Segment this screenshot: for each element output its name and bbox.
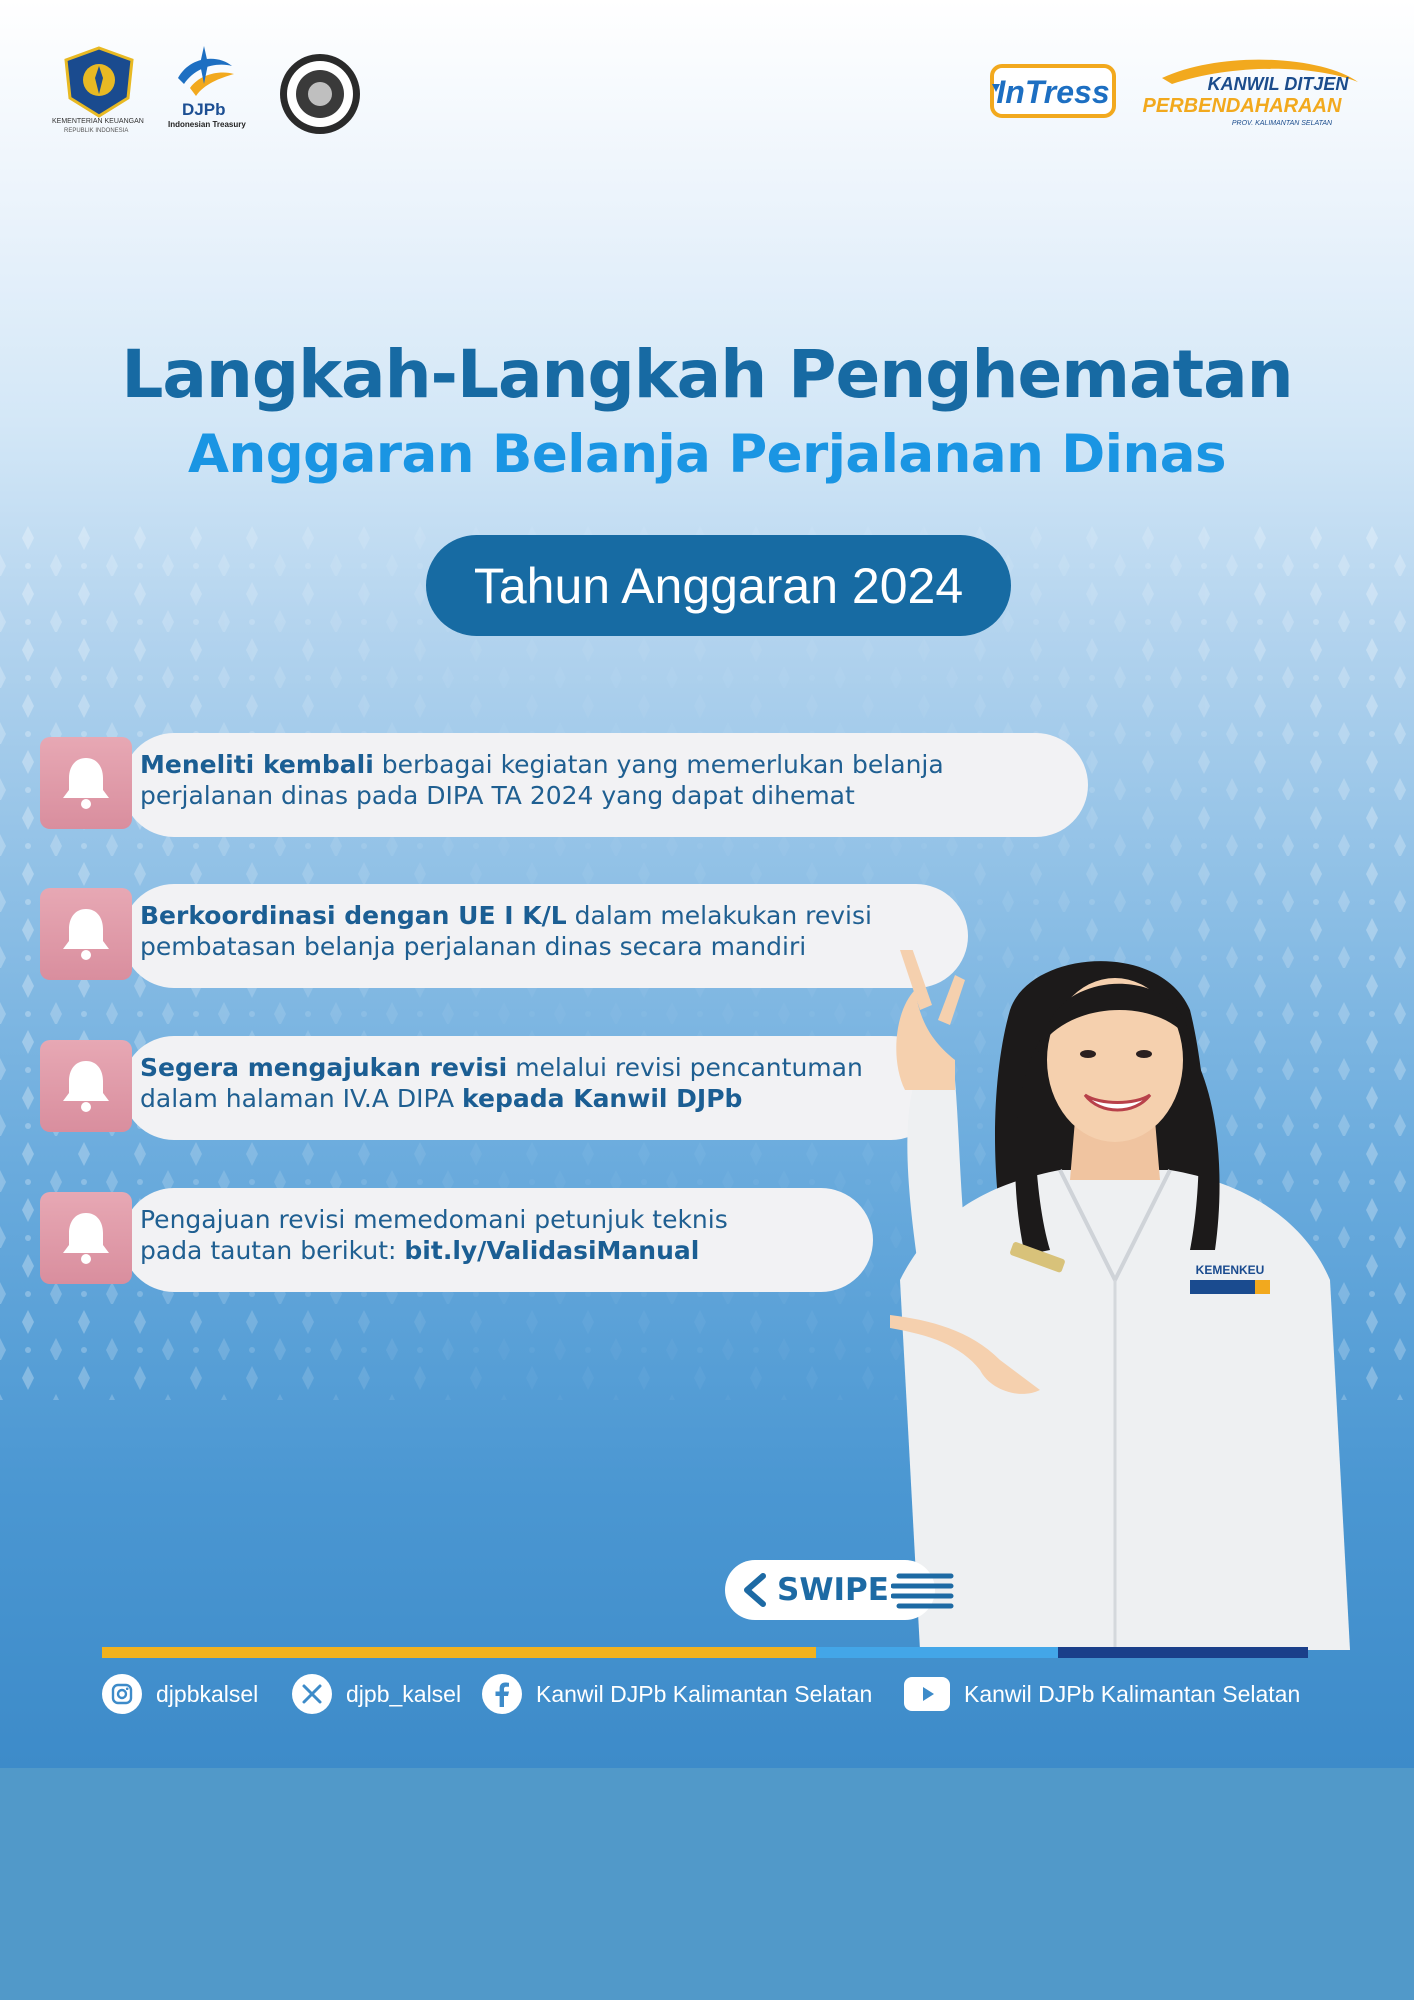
instagram-icon <box>102 1674 142 1714</box>
footer-bar-darkblue <box>1058 1647 1308 1658</box>
step-item <box>40 1036 945 1140</box>
step-text <box>140 900 872 962</box>
step-item <box>40 1188 875 1292</box>
djpb-caption-1: DJPb <box>182 100 226 119</box>
speed-lines-icon <box>891 1568 961 1614</box>
step-item <box>40 733 1090 837</box>
bell-tile <box>40 1040 132 1132</box>
zona-integritas-logo <box>278 52 362 136</box>
kemenkeu-caption-1: KEMENTERIAN KEUANGAN <box>52 118 144 125</box>
page-subtitle: Anggaran Belanja Perjalanan Dinas <box>187 424 1227 485</box>
step-line1: dalam melakukan revisi <box>566 901 872 930</box>
chevron-left-icon <box>739 1572 769 1608</box>
bell-tile <box>40 737 132 829</box>
kemenkeu-logo <box>62 46 136 118</box>
step-line2: dalam halaman IV.A DIPA <box>140 1084 463 1113</box>
svg-text:PROV. KALIMANTAN SELATAN: PROV. KALIMANTAN SELATAN <box>1231 120 1333 127</box>
youtube-icon <box>904 1677 950 1711</box>
step-line2: perjalanan dinas pada DIPA TA 2024 yang dapat dihemat <box>140 781 855 810</box>
bell-icon <box>59 1209 113 1267</box>
step-text <box>140 749 944 811</box>
person-illustration <box>860 950 1370 1650</box>
bell-icon <box>59 905 113 963</box>
footer-bar-yellow <box>102 1647 816 1658</box>
facebook-icon <box>482 1674 522 1714</box>
step-bold: Berkoordinasi dengan UE I K/L <box>140 901 567 930</box>
footer-bar-lightblue <box>816 1647 1058 1658</box>
page-title: Langkah-Langkah Penghematan <box>121 336 1293 413</box>
step-item <box>40 884 970 988</box>
svg-text:KANWIL DITJEN: KANWIL DITJEN <box>1207 74 1349 94</box>
step-line2: pembatasan belanja perjalanan dinas secara mandiri <box>140 932 807 961</box>
svg-text:PERBENDAHARAAN: PERBENDAHARAAN <box>1142 95 1342 117</box>
social-x-text: djpb_kalsel <box>346 1680 462 1707</box>
step-line2-bold: kepada Kanwil DJPb <box>462 1084 743 1113</box>
bell-tile <box>40 888 132 980</box>
kanwil-logo <box>1132 54 1362 128</box>
social-facebook-text: Kanwil DJPb Kalimantan Selatan <box>536 1680 873 1707</box>
step-text <box>140 1052 863 1114</box>
step-line1: melalui revisi pencantuman <box>507 1053 863 1082</box>
year-label: Tahun Anggaran 2024 <box>473 557 964 614</box>
social-youtube-text: Kanwil DJPb Kalimantan Selatan <box>964 1680 1301 1707</box>
social-x[interactable] <box>292 1671 461 1717</box>
social-youtube[interactable] <box>904 1671 1300 1717</box>
djpb-caption-2: Indonesian Treasury <box>168 120 246 129</box>
svg-text:InTress: InTress <box>996 74 1110 110</box>
step-bold: Segera mengajukan revisi <box>140 1053 508 1082</box>
social-facebook[interactable] <box>482 1671 872 1717</box>
swipe-label: SWIPE <box>777 1572 889 1608</box>
badge-text: KEMENKEU <box>1195 1263 1265 1277</box>
bell-tile <box>40 1192 132 1284</box>
step-bold: Meneliti kembali <box>140 750 374 779</box>
kemenkeu-caption-2: REPUBLIK INDONESIA <box>64 128 129 134</box>
step-line2-bold: bit.ly/ValidasiManual <box>404 1236 700 1265</box>
intress-logo <box>990 62 1116 120</box>
year-badge <box>426 535 1011 636</box>
step-line1: berbagai kegiatan yang memerlukan belanja <box>373 750 944 779</box>
bell-icon <box>59 754 113 812</box>
social-instagram[interactable] <box>102 1671 258 1717</box>
step-line2: pada tautan berikut: <box>140 1236 405 1265</box>
x-icon <box>292 1674 332 1714</box>
bottom-band <box>0 1768 1414 2000</box>
djpb-logo <box>170 44 240 100</box>
swipe-button[interactable] <box>725 1560 935 1620</box>
bell-icon <box>59 1057 113 1115</box>
social-instagram-text: djpbkalsel <box>156 1680 259 1707</box>
step-text <box>140 1204 728 1266</box>
step-line1: Pengajuan revisi memedomani petunjuk teknis <box>140 1205 728 1234</box>
